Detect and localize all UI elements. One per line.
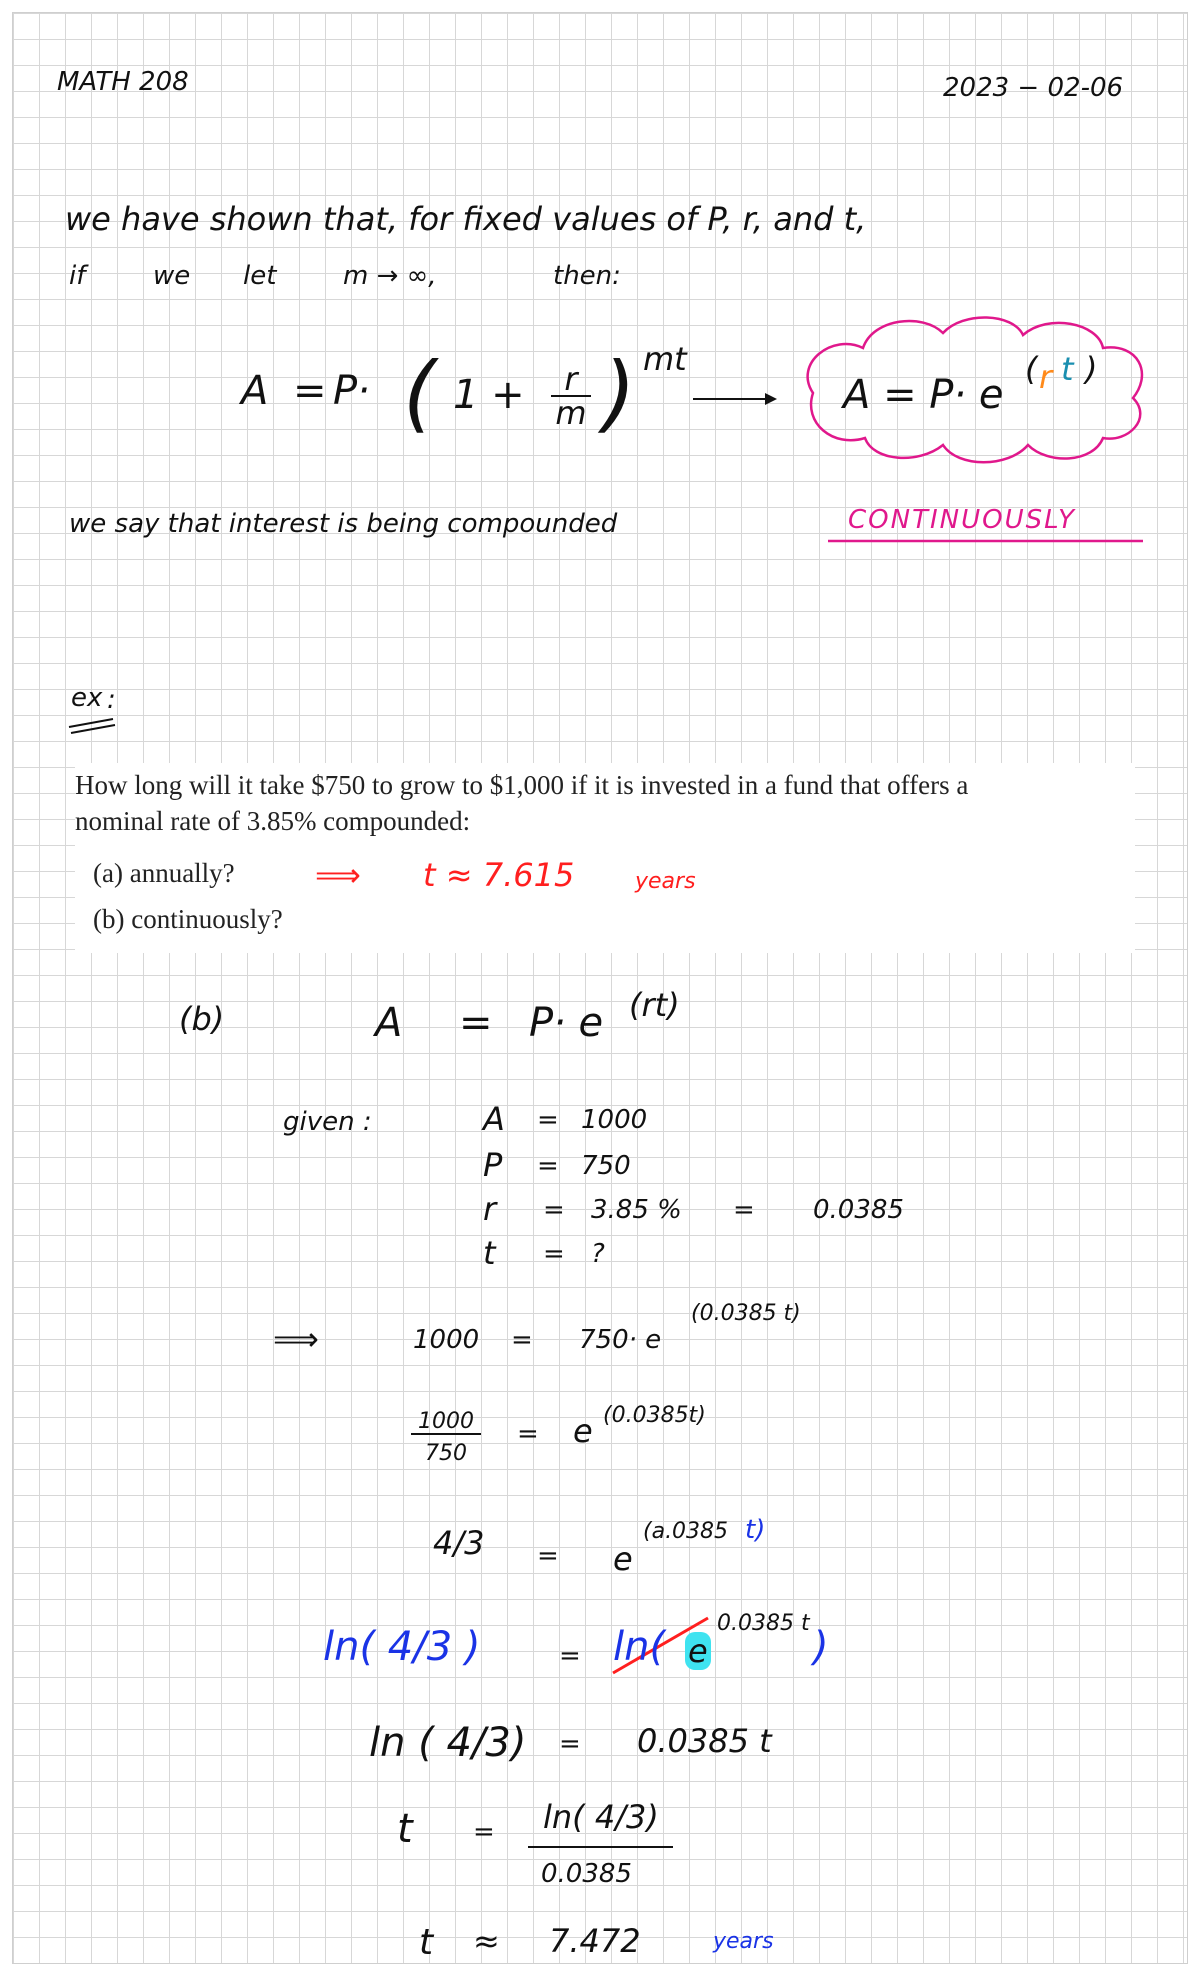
given-var: A — [483, 1100, 505, 1138]
step6-num: ln( 4/3) — [543, 1798, 659, 1836]
step4-eq: = — [559, 1641, 581, 1671]
question-line-2: nominal rate of 3.85% compounded: — [75, 806, 471, 836]
step6-eq: = — [473, 1817, 495, 1847]
step2-exp: (0.0385t) — [603, 1403, 706, 1428]
formula-exponent: mt — [643, 340, 687, 378]
step4-exp: 0.0385 t — [717, 1611, 810, 1636]
formula-paren-open: ( — [403, 344, 436, 442]
final-approx: ≈ — [473, 1922, 500, 1960]
step1-exp: (0.0385 t) — [691, 1301, 801, 1326]
intro-we: we — [153, 261, 191, 291]
given-val: 3.85 % — [591, 1195, 682, 1225]
formula-A: A — [241, 368, 269, 414]
step1-lhs: 1000 — [413, 1325, 480, 1355]
solution-label: (b) — [179, 1000, 225, 1038]
given-var: r — [483, 1190, 497, 1228]
step1-eq: = — [511, 1325, 533, 1355]
example-label: ex — [71, 683, 103, 713]
given-val: 1000 — [581, 1105, 648, 1135]
formula-frac-num: r — [564, 360, 578, 398]
solution-formula-eq: = — [459, 1000, 493, 1046]
step3-lhs: 4/3 — [433, 1524, 485, 1562]
given-extra-eq: = — [733, 1195, 755, 1225]
part-a: (a) annually? — [93, 858, 235, 888]
question-block — [75, 763, 1135, 953]
ex-underline — [69, 719, 115, 733]
given-var: t — [483, 1234, 496, 1272]
final-value: 7.472 — [549, 1922, 641, 1960]
given-extra-val: 0.0385 — [813, 1195, 904, 1225]
given-label: given : — [283, 1107, 372, 1137]
formula-arrow-head — [765, 393, 777, 405]
formula-eq: = — [293, 368, 327, 414]
step6-den: 0.0385 — [541, 1859, 632, 1889]
part-a-unit: years — [635, 869, 696, 894]
step2-rhs: e — [573, 1412, 593, 1450]
step3-eq: = — [537, 1541, 559, 1571]
part-a-arrow: ⟹ — [315, 856, 361, 894]
final-unit: years — [713, 1929, 774, 1954]
part-b: (b) continuously? — [93, 904, 283, 934]
step6-lhs: t — [397, 1806, 413, 1852]
annotations-layer — [13, 13, 1189, 1965]
step4-lhs: ln( 4/3 ) — [323, 1624, 481, 1670]
given-val: 750 — [581, 1151, 631, 1181]
given-var: P — [483, 1146, 503, 1184]
formula-paren-close: ) — [603, 344, 636, 442]
intro-let: let — [243, 261, 277, 291]
part-a-answer: t ≈ 7.615 — [423, 856, 575, 894]
result-exp-open: ( — [1025, 350, 1038, 388]
step5-rhs: 0.0385 t — [637, 1722, 772, 1760]
final-t: t — [419, 1922, 434, 1963]
intro-then: then: — [553, 261, 621, 291]
formula-P: P· — [333, 368, 370, 414]
continuous-keyword: CONTINUOUSLY — [848, 505, 1076, 535]
formula-frac-den: m — [555, 394, 587, 432]
step4-e-highlight: e — [685, 1632, 711, 1670]
intro-if: if — [69, 261, 86, 291]
given-eq: = — [543, 1195, 565, 1225]
given-val: ? — [591, 1239, 605, 1269]
step5-lhs: ln ( 4/3) — [369, 1720, 527, 1766]
step4-e — [685, 1632, 711, 1670]
solution-formula-rhs: P· e — [529, 1000, 604, 1046]
step3-rhs: e — [613, 1540, 633, 1578]
step2-num: 1000 — [418, 1409, 474, 1434]
question-line-1: How long will it take $750 to grow to $1,000 if it is invested in a fund that offers a — [75, 770, 969, 800]
intro-line-1: we have shown that, for fixed values of P, r, and t, — [65, 200, 867, 238]
step2-den: 750 — [425, 1441, 467, 1466]
step1-arrow: ⟹ — [273, 1320, 319, 1358]
result-formula: A = P· e — [843, 372, 1004, 418]
result-exp-t: t — [1061, 350, 1074, 388]
step5-eq: = — [559, 1729, 581, 1759]
step3-exp-t: t) — [745, 1515, 766, 1545]
solution-formula-exp: (rt) — [629, 986, 680, 1024]
formula-one-plus: 1 + — [453, 372, 525, 418]
continuous-text: we say that interest is being compounded — [69, 509, 618, 539]
result-exp-r: r — [1039, 358, 1053, 396]
step3-exp-num: (a.0385 — [643, 1519, 729, 1544]
course-title: MATH 208 — [57, 67, 189, 97]
given-eq: = — [537, 1105, 559, 1135]
step2-fraction — [411, 1411, 481, 1465]
given-eq: = — [543, 1239, 565, 1269]
step4-ln: ln( — [613, 1624, 666, 1670]
page-date: 2023 − 02-06 — [943, 73, 1124, 103]
intro-limit: m → ∞, — [343, 261, 437, 291]
solution-formula-A: A — [375, 1000, 403, 1046]
step2-eq: = — [517, 1419, 539, 1449]
example-colon: : — [107, 685, 116, 715]
notebook-page — [12, 12, 1188, 1964]
step4-close: ) — [813, 1624, 829, 1670]
given-eq: = — [537, 1151, 559, 1181]
result-exp-close: ) — [1085, 350, 1098, 388]
step1-rhs: 750· e — [579, 1325, 662, 1355]
